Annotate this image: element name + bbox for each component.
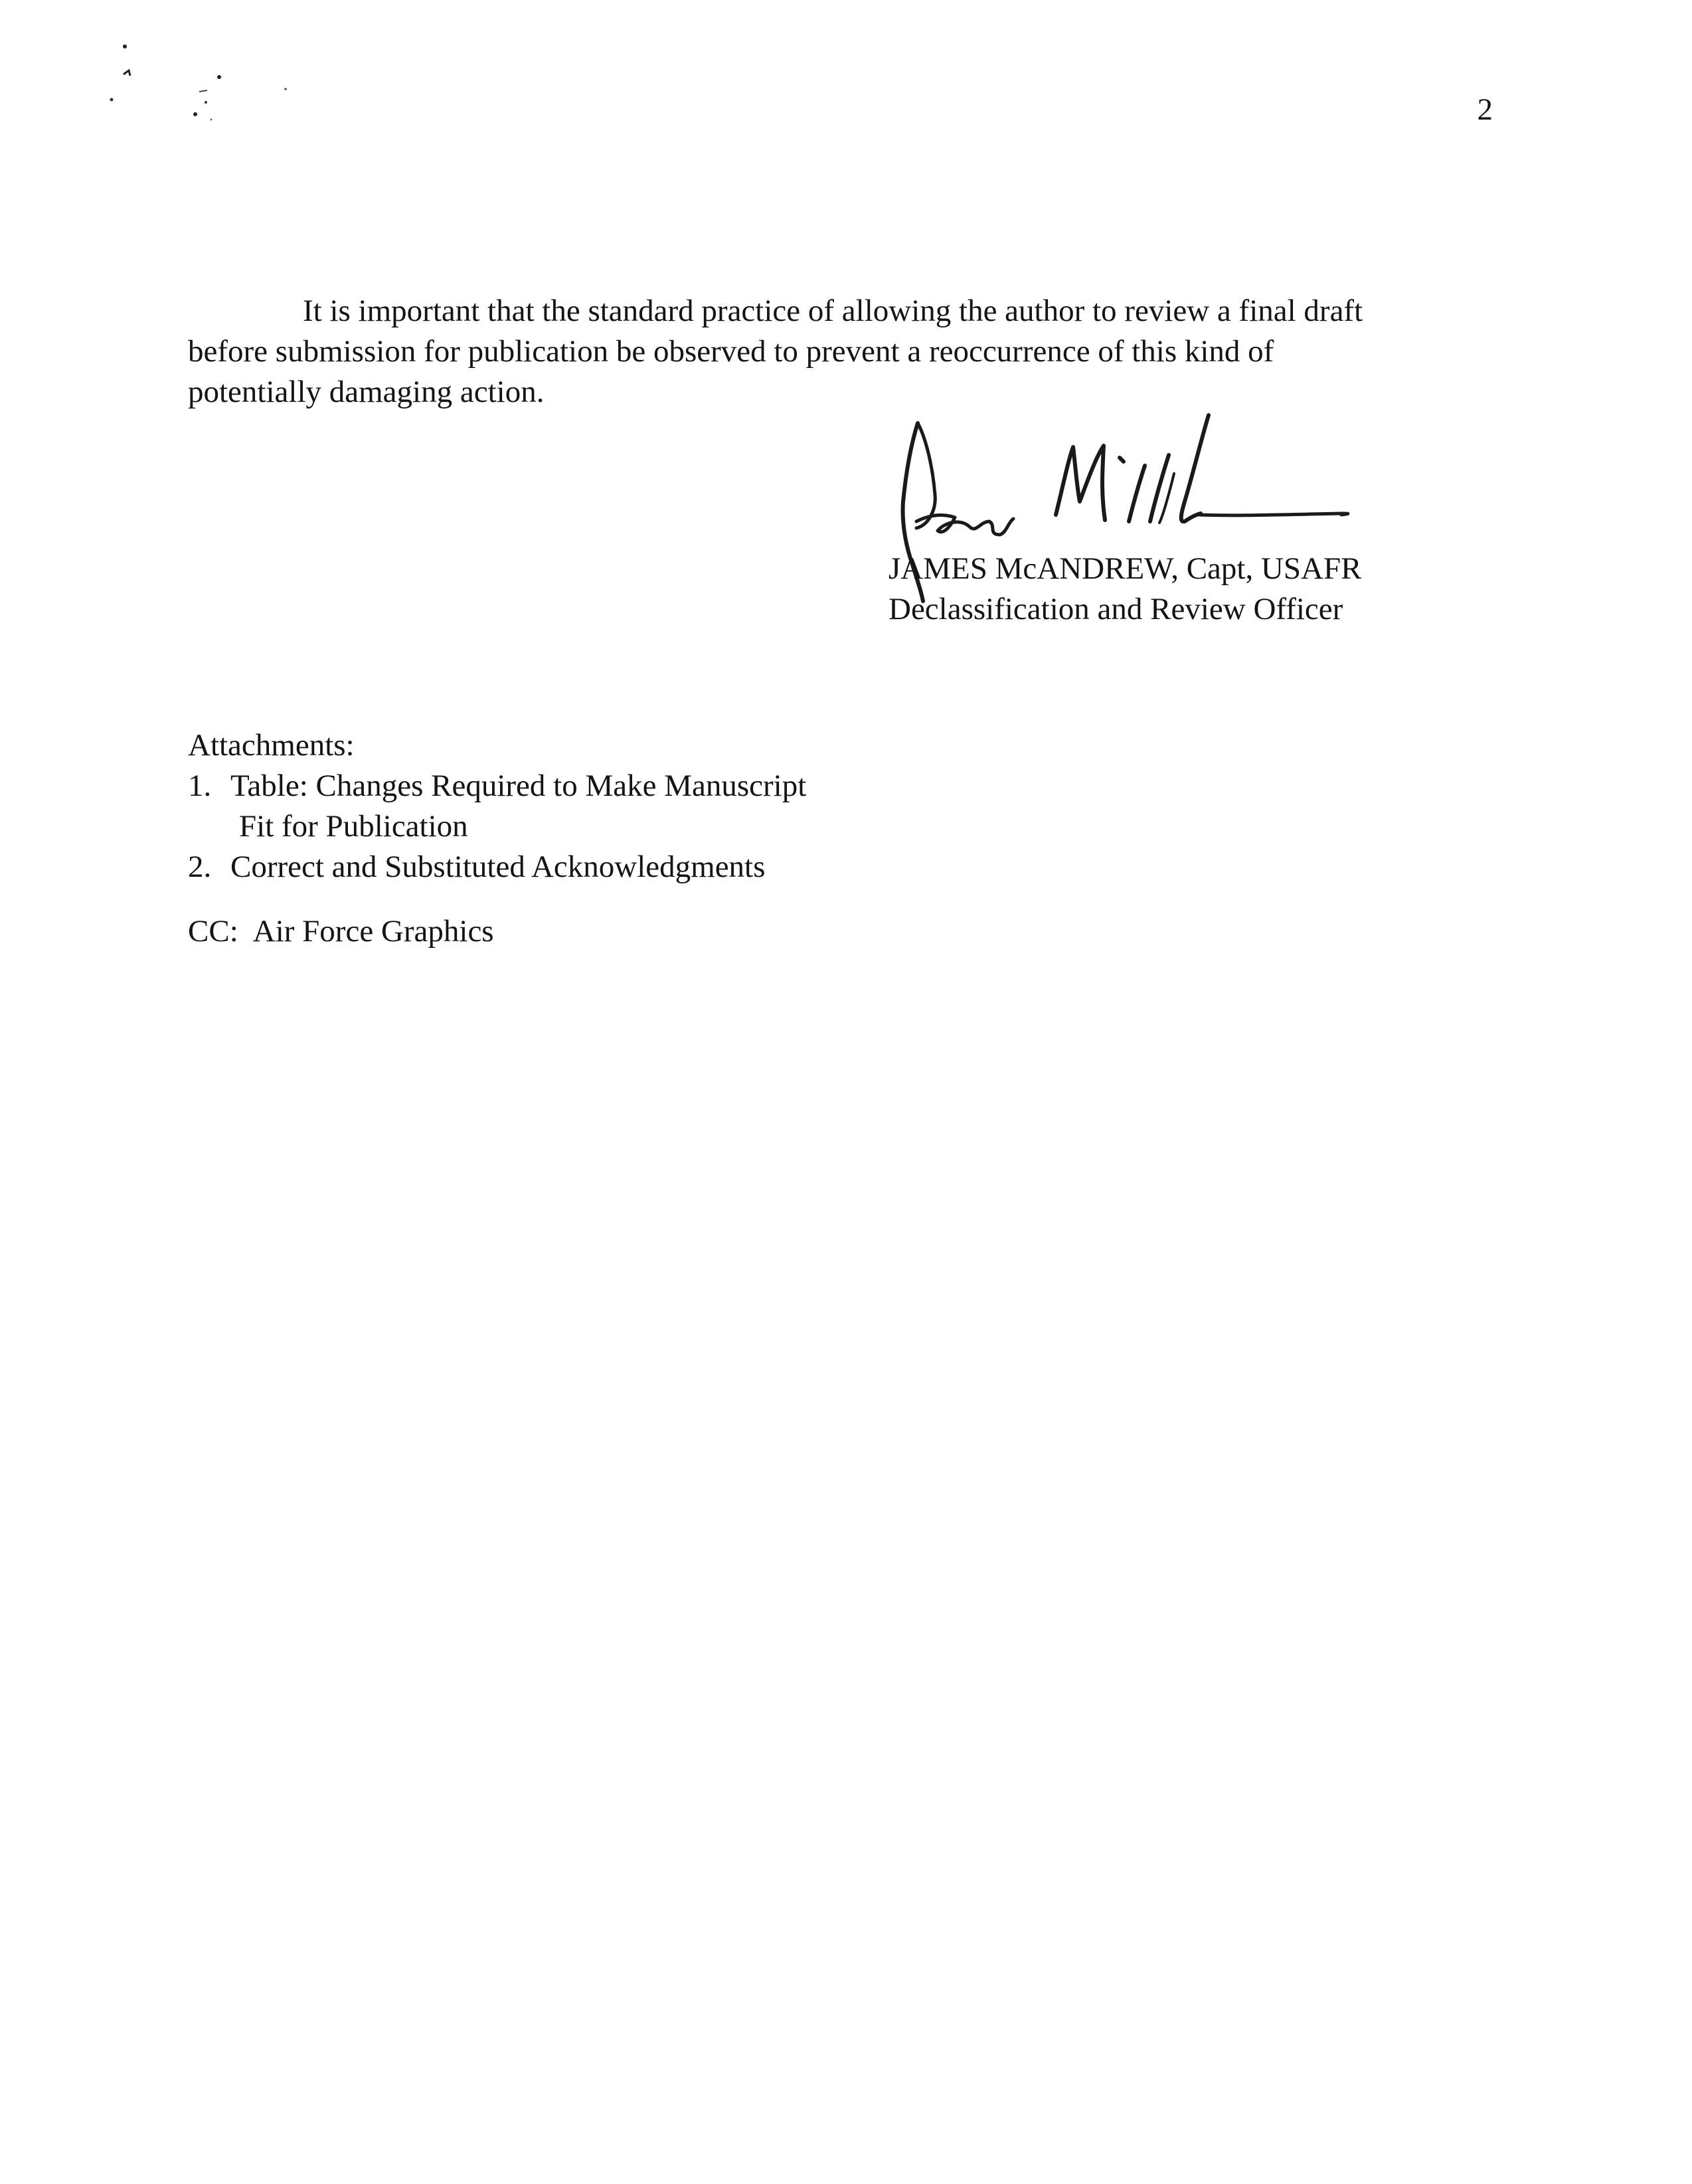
attachment-number: 1. [188,769,212,803]
scan-specks [100,33,299,139]
signer-title: Declassification and Review Officer [888,592,1343,626]
attachment-item [188,847,806,887]
cc-label: CC: [188,914,238,949]
body-paragraph [188,291,1450,412]
signature-block [888,549,1361,630]
paragraph-line: It is important that the standard practice of allowing the author to review a final draft [303,294,1363,328]
attachment-text-continued: Fit for Publication [239,809,468,844]
paragraph-line: before submission for publication be observed to prevent a reoccurrence of this kind of [188,334,1274,369]
attachment-text: Table: Changes Required to Make Manuscript [230,769,807,803]
page-number: 2 [1477,92,1493,127]
attachment-number: 2. [188,850,212,884]
paragraph-line: potentially damaging action. [188,375,545,409]
attachments-heading: Attachments: [188,728,355,763]
cc-recipient: Air Force Graphics [252,914,494,949]
attachment-text: Correct and Substituted Acknowledgments [230,850,766,884]
signer-name: JAMES McANDREW, Capt, USAFR [888,551,1362,586]
attachment-item [188,766,806,847]
attachments-list [188,725,806,887]
cc-line [188,911,494,952]
